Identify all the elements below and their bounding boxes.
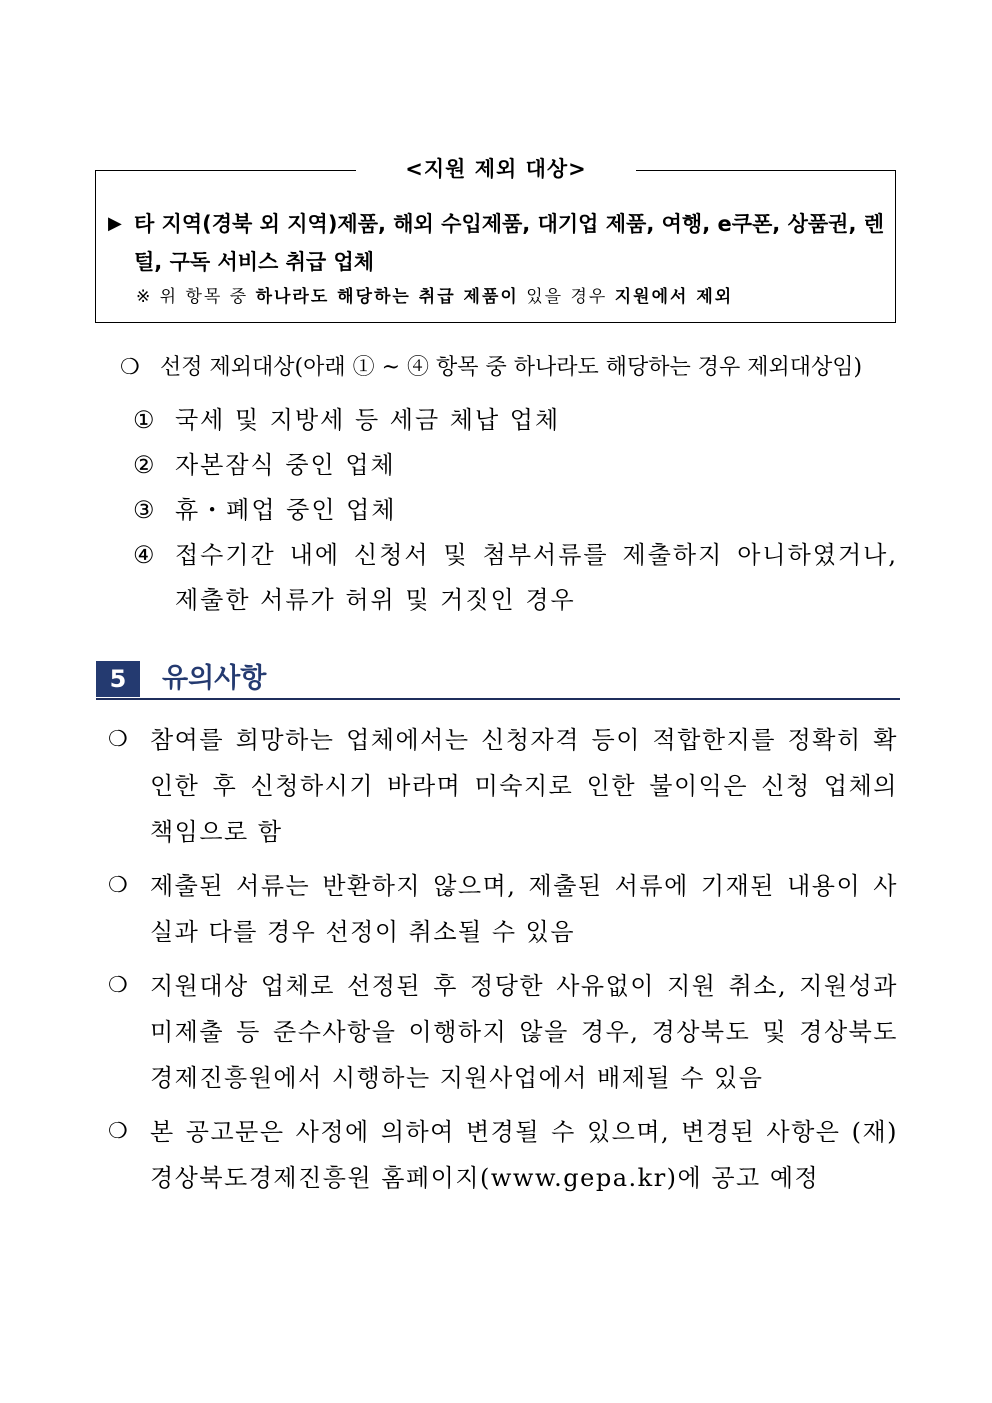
section-title: 유의사항 [162,663,267,694]
item-text: 국세 및 지방세 등 세금 체납 업체 [175,406,561,434]
note-bold-2: 지원에서 제외 [614,287,734,307]
item-text: 접수기간 내에 신청서 및 첨부서류를 제출하지 아니하였거나, 제출한 서류가 허위 및 거짓인 경우 [175,541,898,614]
circle-bullet-icon: ❍ [120,355,140,380]
selection-exclusion-heading [120,350,900,386]
exclusion-note [136,285,876,309]
list-item [133,533,898,623]
circle-bullet-icon: ❍ [108,727,128,752]
selection-exclusion-text: 선정 제외대상(아래 ① ~ ④ 항목 중 하나라도 해당하는 경우 제외대상임) [160,355,863,380]
note-bold-1: 하나라도 해당하는 취급 제품이 [255,287,519,307]
item-number: ③ [133,496,157,524]
item-text: 자본잠식 중인 업체 [175,451,396,479]
item-text: 휴・폐업 중인 업체 [175,496,397,524]
section-number-badge: 5 [96,661,140,697]
circle-bullet-icon: ❍ [108,1119,128,1144]
section-header [96,658,900,700]
list-item [108,1109,898,1201]
note-text: 지원대상 업체로 선정된 후 정당한 사유없이 지원 취소, 지원성과 미제출 등 준수사항을 이행하지 않을 경우, 경상북도 및 경상북도경제진흥원에서 시행하는 지원사업에서 배제될 수 있음 [150,972,898,1092]
note-text: 제출된 서류는 반환하지 않으며, 제출된 서류에 기재된 내용이 사실과 다를 경우 선정이 취소될 수 있음 [150,872,898,946]
list-item [133,443,898,488]
precautions-list [108,717,898,1209]
list-item [108,963,898,1101]
item-number: ② [133,451,157,479]
list-item [133,488,898,533]
note-text: 참여를 희망하는 업체에서는 신청자격 등이 적합한지를 정확히 확인한 후 신청하시기 바라며 미숙지로 인한 불이익은 신청 업체의 책임으로 함 [150,726,898,846]
item-number: ① [133,406,157,434]
list-item [133,398,898,443]
exclusion-item-text: 타 지역(경북 외 지역)제품, 해외 수입제품, 대기업 제품, 여행, e쿠폰, 상품권, 렌털, 구독 서비스 취급 업체 [134,212,885,274]
list-item [108,863,898,955]
selection-exclusion-list [133,398,898,623]
exclusion-item [108,205,890,281]
triangle-right-icon: ▶ [108,213,122,234]
circle-bullet-icon: ❍ [108,973,128,998]
circle-bullet-icon: ❍ [108,873,128,898]
item-number: ④ [133,541,157,569]
note-text: 본 공고문은 사정에 의하여 변경될 수 있으며, 변경된 사항은 (재)경상북도경제진흥원 홈페이지(www.gepa.kr)에 공고 예정 [150,1118,898,1192]
list-item [108,717,898,855]
note-mid: 있을 경우 [518,287,615,307]
note-prefix: ※ 위 항목 중 [136,287,256,307]
exclusion-box-title: <지원 제외 대상> [356,152,636,186]
